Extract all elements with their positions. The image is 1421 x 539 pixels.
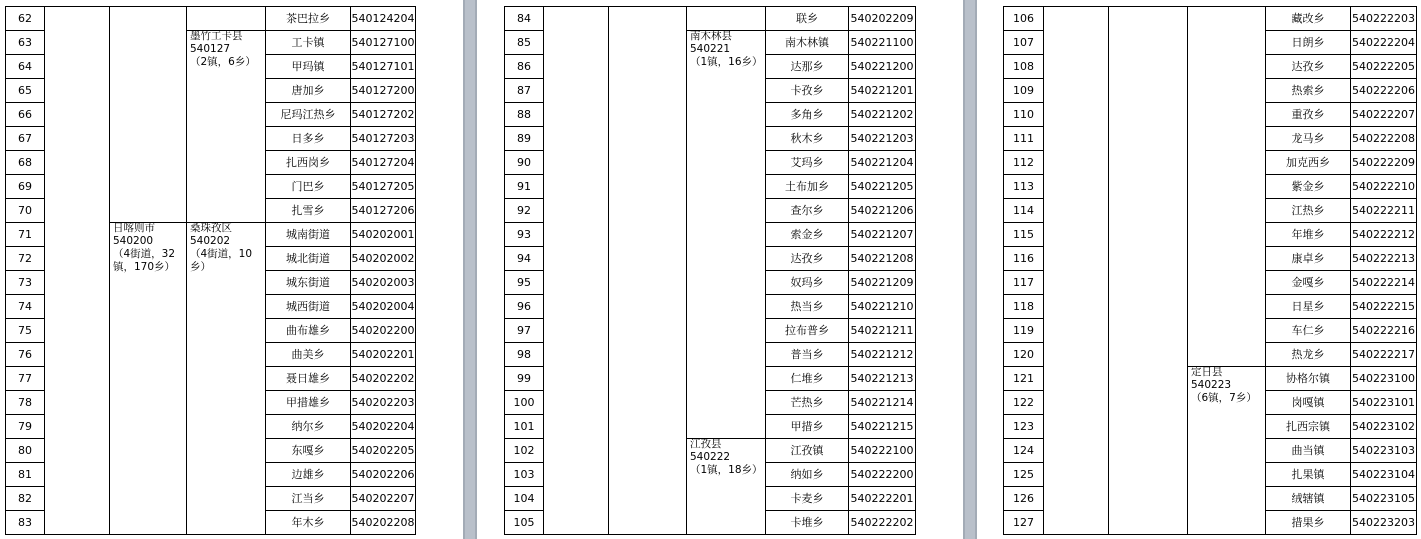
admin-code: 540124204 bbox=[351, 12, 415, 25]
admin-code: 540127204 bbox=[351, 156, 415, 169]
row-number: 79 bbox=[18, 420, 32, 433]
row-number: 124 bbox=[1013, 444, 1034, 457]
admin-code: 540202205 bbox=[351, 444, 415, 457]
page-gutter bbox=[463, 0, 477, 539]
row-number: 96 bbox=[517, 300, 531, 313]
town-name: 热索乡 bbox=[1291, 84, 1325, 97]
admin-code: 540202200 bbox=[351, 324, 415, 337]
row-number: 68 bbox=[18, 156, 32, 169]
town-name: 土布加乡 bbox=[785, 180, 829, 193]
row-number: 97 bbox=[517, 324, 531, 337]
town-name: 金嘎乡 bbox=[1291, 276, 1325, 289]
town-name: 扎西宗镇 bbox=[1286, 420, 1330, 433]
admin-code: 540221205 bbox=[850, 180, 914, 193]
town-name: 卡堆乡 bbox=[790, 516, 824, 529]
admin-code: 540222213 bbox=[1352, 252, 1415, 265]
town-name: 南木林镇 bbox=[785, 36, 829, 49]
row-number: 81 bbox=[18, 468, 32, 481]
row-number: 125 bbox=[1013, 468, 1034, 481]
row-number: 93 bbox=[517, 228, 531, 241]
admin-code: 540223102 bbox=[1352, 420, 1415, 433]
county-label: 定日县 540223 （6镇，7乡） bbox=[1191, 366, 1257, 404]
admin-code: 540221200 bbox=[850, 60, 914, 73]
town-name: 多角乡 bbox=[790, 108, 824, 121]
admin-code: 540127202 bbox=[351, 108, 415, 121]
town-name: 日多乡 bbox=[291, 132, 325, 145]
row-number: 105 bbox=[513, 516, 535, 529]
document-page-1 bbox=[0, 0, 463, 539]
row-number: 94 bbox=[517, 252, 531, 265]
admin-code: 540221206 bbox=[850, 204, 914, 217]
town-name: 唐加乡 bbox=[291, 84, 325, 97]
admin-code: 540221208 bbox=[850, 252, 914, 265]
town-name: 芒热乡 bbox=[790, 396, 824, 409]
town-name: 秋木乡 bbox=[790, 132, 824, 145]
admin-code: 540127203 bbox=[351, 132, 415, 145]
town-name: 达那乡 bbox=[790, 60, 824, 73]
town-name: 江热乡 bbox=[1291, 204, 1325, 217]
row-number: 65 bbox=[18, 84, 32, 97]
town-name: 拉布普乡 bbox=[785, 324, 829, 337]
town-name: 边雄乡 bbox=[291, 468, 325, 481]
row-number: 119 bbox=[1013, 324, 1034, 337]
town-name: 重孜乡 bbox=[1291, 108, 1325, 121]
row-number: 64 bbox=[18, 60, 32, 73]
row-number: 123 bbox=[1013, 420, 1034, 433]
town-name: 甲措雄乡 bbox=[286, 396, 330, 409]
row-number: 107 bbox=[1013, 36, 1034, 49]
town-name: 车仁乡 bbox=[1291, 324, 1325, 337]
admin-code: 540221204 bbox=[850, 156, 914, 169]
row-number: 106 bbox=[1013, 12, 1034, 25]
admin-code: 540221209 bbox=[850, 276, 914, 289]
row-number: 113 bbox=[1013, 180, 1034, 193]
town-name: 纳尔乡 bbox=[291, 420, 325, 433]
row-number: 109 bbox=[1013, 84, 1034, 97]
row-number: 95 bbox=[517, 276, 531, 289]
admin-code: 540127100 bbox=[351, 36, 415, 49]
row-number: 101 bbox=[513, 420, 535, 433]
town-name: 扎雪乡 bbox=[291, 204, 325, 217]
town-name: 城北街道 bbox=[286, 252, 330, 265]
admin-code: 540222208 bbox=[1352, 132, 1415, 145]
town-name: 工卡镇 bbox=[291, 36, 325, 49]
row-number: 72 bbox=[18, 252, 32, 265]
admin-code: 540221207 bbox=[850, 228, 914, 241]
row-number: 117 bbox=[1013, 276, 1034, 289]
admin-code: 540202002 bbox=[351, 252, 415, 265]
row-number: 75 bbox=[18, 324, 32, 337]
admin-code: 540223100 bbox=[1352, 372, 1415, 385]
admin-code: 540127206 bbox=[351, 204, 415, 217]
row-number: 91 bbox=[517, 180, 531, 193]
row-number: 83 bbox=[18, 516, 32, 529]
row-number: 122 bbox=[1013, 396, 1034, 409]
admin-code: 540202001 bbox=[351, 228, 415, 241]
row-number: 102 bbox=[513, 444, 535, 457]
county-label: 桑珠孜区 540202 （4街道，10 乡） bbox=[190, 222, 253, 273]
admin-code: 540222215 bbox=[1352, 300, 1415, 313]
admin-code: 540221210 bbox=[850, 300, 914, 313]
town-name: 曲当镇 bbox=[1291, 444, 1325, 457]
row-number: 110 bbox=[1013, 108, 1034, 121]
row-number: 111 bbox=[1013, 132, 1034, 145]
town-name: 卡孜乡 bbox=[790, 84, 824, 97]
admin-code: 540222206 bbox=[1352, 84, 1415, 97]
page-gutter bbox=[963, 0, 977, 539]
row-number: 89 bbox=[517, 132, 531, 145]
row-number: 92 bbox=[517, 204, 531, 217]
admin-code: 540222202 bbox=[850, 516, 914, 529]
town-name: 热当乡 bbox=[790, 300, 824, 313]
row-number: 118 bbox=[1013, 300, 1034, 313]
town-name: 紫金乡 bbox=[1291, 180, 1325, 193]
admin-code: 540221215 bbox=[850, 420, 914, 433]
row-number: 87 bbox=[517, 84, 531, 97]
admin-code: 540222201 bbox=[850, 492, 914, 505]
row-number: 116 bbox=[1013, 252, 1034, 265]
admin-code: 540202207 bbox=[351, 492, 415, 505]
admin-code: 540202003 bbox=[351, 276, 415, 289]
admin-code: 540221211 bbox=[850, 324, 914, 337]
town-name: 城南街道 bbox=[286, 228, 330, 241]
admin-code: 540222212 bbox=[1352, 228, 1415, 241]
row-number: 100 bbox=[513, 396, 535, 409]
admin-code: 540202208 bbox=[351, 516, 415, 529]
row-number: 82 bbox=[18, 492, 32, 505]
row-number: 84 bbox=[517, 12, 531, 25]
town-name: 康卓乡 bbox=[1291, 252, 1325, 265]
town-name: 仁堆乡 bbox=[790, 372, 824, 385]
admin-code: 540202203 bbox=[351, 396, 415, 409]
city-label: 日喀则市 540200 （4街道，32 镇，170乡） bbox=[113, 222, 176, 273]
town-name: 江当乡 bbox=[291, 492, 325, 505]
town-name: 城东街道 bbox=[286, 276, 330, 289]
admin-code: 540222216 bbox=[1352, 324, 1415, 337]
admin-code: 540222203 bbox=[1352, 12, 1415, 25]
admin-code: 540202202 bbox=[351, 372, 415, 385]
county-label: 南木林县 540221 （1镇，16乡） bbox=[690, 30, 763, 68]
town-name: 纳如乡 bbox=[790, 468, 824, 481]
row-number: 114 bbox=[1013, 204, 1034, 217]
county-label: 江孜县 540222 （1镇，18乡） bbox=[690, 438, 763, 476]
row-number: 71 bbox=[18, 228, 32, 241]
admin-code: 540222207 bbox=[1352, 108, 1415, 121]
town-name: 年木乡 bbox=[291, 516, 325, 529]
town-name: 索金乡 bbox=[790, 228, 824, 241]
admin-code: 540223203 bbox=[1352, 516, 1415, 529]
row-number: 127 bbox=[1013, 516, 1034, 529]
admin-code: 540221203 bbox=[850, 132, 914, 145]
town-name: 龙马乡 bbox=[1291, 132, 1325, 145]
row-number: 120 bbox=[1013, 348, 1034, 361]
row-number: 62 bbox=[18, 12, 32, 25]
town-name: 门巴乡 bbox=[291, 180, 325, 193]
row-number: 126 bbox=[1013, 492, 1034, 505]
admin-code: 540202209 bbox=[850, 12, 914, 25]
document-page-3 bbox=[977, 0, 1421, 539]
town-name: 曲布雄乡 bbox=[286, 324, 330, 337]
row-number: 108 bbox=[1013, 60, 1034, 73]
town-name: 江孜镇 bbox=[790, 444, 824, 457]
admin-code: 540222217 bbox=[1352, 348, 1415, 361]
row-number: 103 bbox=[513, 468, 535, 481]
town-name: 联乡 bbox=[796, 12, 818, 25]
town-name: 卡麦乡 bbox=[790, 492, 824, 505]
row-number: 86 bbox=[517, 60, 531, 73]
row-number: 85 bbox=[517, 36, 531, 49]
town-name: 日朗乡 bbox=[1291, 36, 1325, 49]
row-number: 63 bbox=[18, 36, 32, 49]
admin-code: 540221214 bbox=[850, 396, 914, 409]
town-name: 达孜乡 bbox=[1291, 60, 1325, 73]
town-name: 曲美乡 bbox=[291, 348, 325, 361]
town-name: 甲措乡 bbox=[790, 420, 824, 433]
row-number: 76 bbox=[18, 348, 32, 361]
row-number: 77 bbox=[18, 372, 32, 385]
row-number: 104 bbox=[513, 492, 535, 505]
town-name: 绒辖镇 bbox=[1291, 492, 1325, 505]
admin-code: 540222209 bbox=[1352, 156, 1415, 169]
town-name: 达孜乡 bbox=[790, 252, 824, 265]
town-name: 奴玛乡 bbox=[790, 276, 824, 289]
row-number: 121 bbox=[1013, 372, 1034, 385]
row-number: 98 bbox=[517, 348, 531, 361]
admin-code: 540222211 bbox=[1352, 204, 1415, 217]
town-name: 茶巴拉乡 bbox=[286, 12, 330, 25]
town-name: 藏改乡 bbox=[1291, 12, 1325, 25]
admin-code: 540127101 bbox=[351, 60, 415, 73]
row-number: 74 bbox=[18, 300, 32, 313]
admin-code: 540221212 bbox=[850, 348, 914, 361]
admin-code: 540223104 bbox=[1352, 468, 1415, 481]
admin-code: 540223103 bbox=[1352, 444, 1415, 457]
town-name: 甲玛镇 bbox=[291, 60, 325, 73]
town-name: 年堆乡 bbox=[1291, 228, 1325, 241]
town-name: 扎果镇 bbox=[1291, 468, 1325, 481]
town-name: 协格尔镇 bbox=[1286, 372, 1330, 385]
row-number: 67 bbox=[18, 132, 32, 145]
admin-code: 540202004 bbox=[351, 300, 415, 313]
row-number: 70 bbox=[18, 204, 32, 217]
town-name: 岗嘎镇 bbox=[1291, 396, 1325, 409]
admin-code: 540127200 bbox=[351, 84, 415, 97]
row-number: 78 bbox=[18, 396, 32, 409]
row-number: 66 bbox=[18, 108, 32, 121]
admin-code: 540221201 bbox=[850, 84, 914, 97]
row-number: 88 bbox=[517, 108, 531, 121]
town-name: 加克西乡 bbox=[1286, 156, 1330, 169]
admin-code: 540222210 bbox=[1352, 180, 1415, 193]
row-number: 99 bbox=[517, 372, 531, 385]
admin-code: 540221202 bbox=[850, 108, 914, 121]
row-number: 80 bbox=[18, 444, 32, 457]
row-number: 115 bbox=[1013, 228, 1034, 241]
document-page-2 bbox=[477, 0, 963, 539]
row-number: 112 bbox=[1013, 156, 1034, 169]
admin-code: 540222205 bbox=[1352, 60, 1415, 73]
town-name: 日星乡 bbox=[1291, 300, 1325, 313]
town-name: 尼玛江热乡 bbox=[280, 108, 336, 121]
town-name: 城西街道 bbox=[286, 300, 330, 313]
admin-code: 540223105 bbox=[1352, 492, 1415, 505]
town-name: 艾玛乡 bbox=[790, 156, 824, 169]
admin-code: 540222204 bbox=[1352, 36, 1415, 49]
row-number: 69 bbox=[18, 180, 32, 193]
town-name: 措果乡 bbox=[1291, 516, 1325, 529]
admin-code: 540222200 bbox=[850, 468, 914, 481]
admin-code: 540222100 bbox=[850, 444, 914, 457]
admin-code: 540127205 bbox=[351, 180, 415, 193]
town-name: 扎西岗乡 bbox=[286, 156, 330, 169]
town-name: 普当乡 bbox=[790, 348, 824, 361]
admin-code: 540221100 bbox=[850, 36, 914, 49]
row-number: 90 bbox=[517, 156, 531, 169]
town-name: 查尔乡 bbox=[790, 204, 824, 217]
admin-code: 540202206 bbox=[351, 468, 415, 481]
county-label: 墨竹工卡县 540127 （2镇，6乡） bbox=[190, 30, 256, 68]
row-number: 73 bbox=[18, 276, 32, 289]
admin-code: 540202201 bbox=[351, 348, 415, 361]
town-name: 热龙乡 bbox=[1291, 348, 1325, 361]
admin-code: 540222214 bbox=[1352, 276, 1415, 289]
admin-code: 540221213 bbox=[850, 372, 914, 385]
town-name: 聂日雄乡 bbox=[286, 372, 330, 385]
admin-code: 540202204 bbox=[351, 420, 415, 433]
town-name: 东嘎乡 bbox=[291, 444, 325, 457]
admin-code: 540223101 bbox=[1352, 396, 1415, 409]
